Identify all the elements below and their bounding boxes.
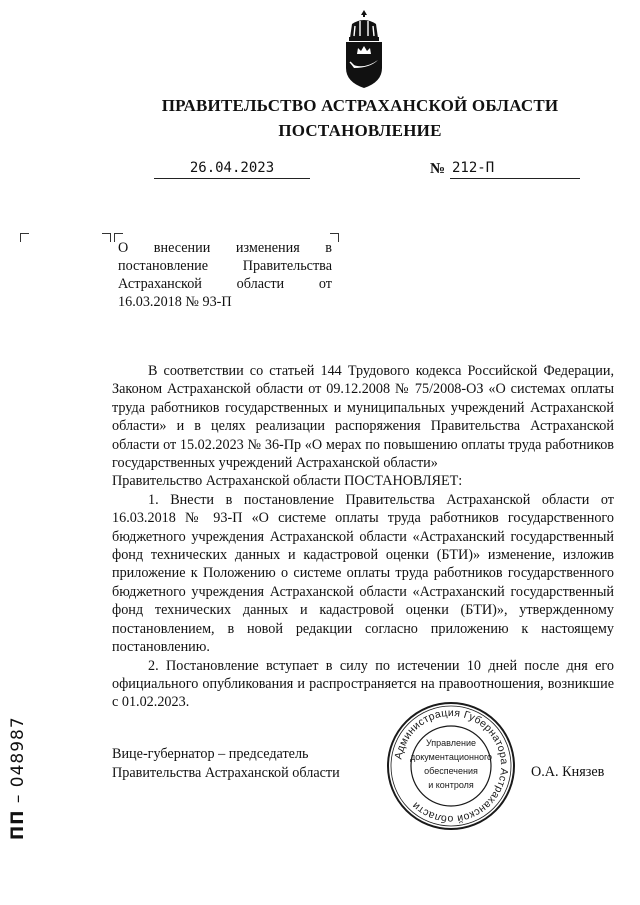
number-underline [450,178,580,179]
signatory-name: О.А. Князев [531,764,605,780]
document-date: 26.04.2023 [189,160,275,176]
signatory-position-line-1: Вице-губернатор – председатель [112,746,309,762]
corner-mark-left [20,233,29,242]
document-type-title: ПОСТАНОВЛЕНИЕ [278,121,442,140]
body-paragraph-item-2: 2. Постановление вступает в силу по истечении 10 дней после дня его официального опубликования и распространяется на правоотношения, возникшие с 01.02.2023. [112,657,614,711]
serial-number: – 048987 [8,716,28,804]
date-underline [154,178,310,179]
stamp-line-4: и контроля [428,780,474,790]
body-paragraph-resolves: Правительство Астраханской области ПОСТАНОВЛЯЕТ: [112,473,463,490]
corner-mark-subject-left [102,233,111,242]
signatory-position-line-2: Правительства Астраханской области [112,765,340,781]
body-paragraph-item-1: 1. Внести в постановление Правительства Астраханской области от 16.03.2018 № 93-П «О системе оплаты труда работников государственного бюджетного учреждения Астраханской области «Астраханский государственный фонд технических данных и кадастровой оценки (БТИ)» изменение, изложив приложение к Положению о системе оплаты труда работников государственного бюджетного учреждения Астраханской области «Астраханский государственный фонд технических данных и кадастровой оценки (БТИ)», утвержденному постановлением, в новой редакции согласно приложению к настоящему постановлению. [112,491,614,656]
stamp-line-2: документационного [409,752,493,762]
government-title: ПРАВИТЕЛЬСТВО АСТРАХАНСКОЙ ОБЛАСТИ [161,96,559,115]
serial-prefix: ПП [8,809,28,840]
coat-of-arms-emblem [340,8,388,90]
body-paragraph-preamble: В соответствии со статьей 144 Трудового кодекса Российской Федерации, Законом Астраханской области от 09.12.2008 № 75/2008-ОЗ «О системах оплаты труда работников государственных и муниципальных учреждений Астраханской области» и в целях реализации распоряжения Правительства Астраханской области от 15.02.2023 № 36-Пр «О мерах по повышению оплаты труда работников государственных учреждений Астраханской области» [112,363,614,472]
document-subject: О внесении изменения в постановление Правительства Астраханской области от 16.03.2018 № 93-П [118,240,332,310]
form-serial-number [8,716,28,840]
stamp-ring-text: Администрация Губернатора Астраханской области [392,706,511,826]
official-stamp [385,700,517,832]
stamp-line-1: Управление [425,738,477,748]
signatory-position [112,745,372,783]
number-sign: № [430,161,446,177]
document-body [112,362,614,712]
document-number: 212-П [452,160,495,176]
stamp-line-3: обеспечения [424,766,478,776]
